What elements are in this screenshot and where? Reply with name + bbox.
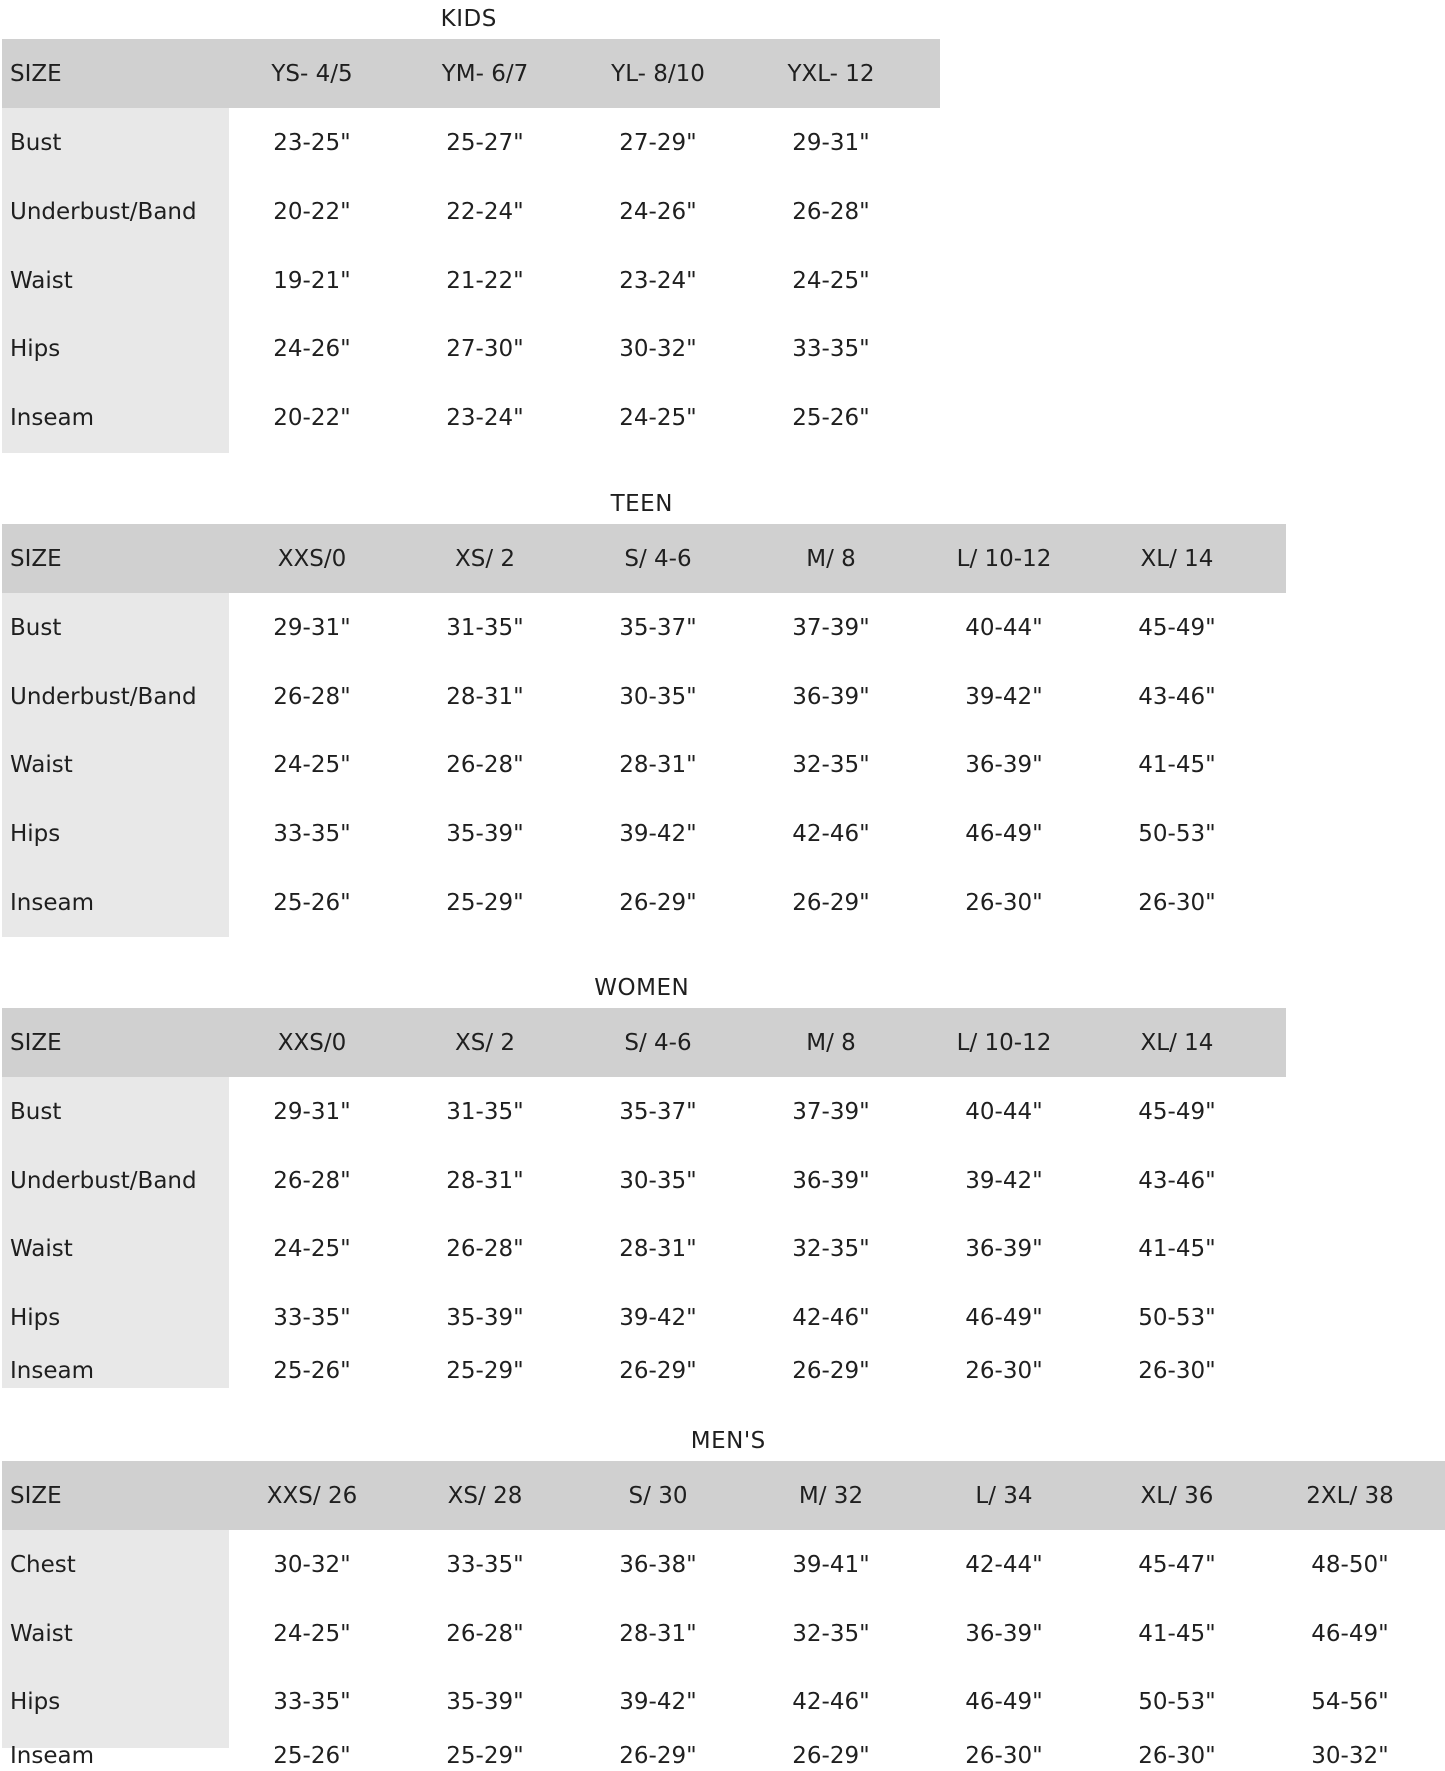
size-column-header: L/ 34 <box>975 1482 1033 1509</box>
measurement-value: 26-30" <box>1138 1357 1216 1384</box>
measurement-value: 36-38" <box>619 1551 697 1578</box>
measurement-value: 24-25" <box>619 404 697 431</box>
measurement-value: 28-31" <box>446 1167 524 1194</box>
measurement-value: 36-39" <box>965 751 1043 778</box>
measurement-label: Bust <box>10 1098 62 1125</box>
measurement-value: 25-29" <box>446 1742 524 1769</box>
measurement-value: 39-42" <box>619 820 697 847</box>
measurement-value: 37-39" <box>792 1098 870 1125</box>
size-header-label: SIZE <box>10 1029 62 1056</box>
size-column-header: XL/ 14 <box>1140 545 1214 572</box>
measurement-value: 26-30" <box>965 889 1043 916</box>
size-column-header: XS/ 2 <box>454 1029 516 1056</box>
measurement-value: 26-29" <box>619 1742 697 1769</box>
size-column-header: 2XL/ 38 <box>1306 1482 1394 1509</box>
measurement-value: 43-46" <box>1138 1167 1216 1194</box>
size-column-header: M/ 32 <box>798 1482 864 1509</box>
measurement-value: 39-42" <box>965 1167 1043 1194</box>
measurement-value: 33-35" <box>446 1551 524 1578</box>
measurement-value: 35-37" <box>619 614 697 641</box>
measurement-value: 26-30" <box>1138 1742 1216 1769</box>
measurement-value: 23-24" <box>619 267 697 294</box>
size-column-header: YM- 6/7 <box>441 60 529 87</box>
size-header-row <box>2 1008 1286 1077</box>
measurement-value: 36-39" <box>965 1620 1043 1647</box>
measurement-value: 30-35" <box>619 1167 697 1194</box>
size-column-header: XL/ 36 <box>1140 1482 1214 1509</box>
measurement-value: 46-49" <box>965 1688 1043 1715</box>
size-header-row <box>2 39 940 108</box>
measurement-value: 26-29" <box>792 1742 870 1769</box>
measurement-value: 42-46" <box>792 820 870 847</box>
measurement-value: 45-49" <box>1138 614 1216 641</box>
measurement-value: 25-26" <box>273 889 351 916</box>
measurement-value: 42-46" <box>792 1688 870 1715</box>
size-column-header: XXS/0 <box>277 545 347 572</box>
size-column-header: YL- 8/10 <box>611 60 705 87</box>
measurement-value: 28-31" <box>446 683 524 710</box>
measurement-value: 25-27" <box>446 129 524 156</box>
size-header-label: SIZE <box>10 1482 62 1509</box>
measurement-value: 35-39" <box>446 1304 524 1331</box>
size-table <box>2 39 940 453</box>
measurement-value: 40-44" <box>965 1098 1043 1125</box>
measurement-value: 30-35" <box>619 683 697 710</box>
measurement-value: 54-56" <box>1311 1688 1389 1715</box>
measurement-value: 28-31" <box>619 751 697 778</box>
measurement-value: 26-29" <box>619 889 697 916</box>
measurement-label: Bust <box>10 614 62 641</box>
size-table <box>2 1008 1286 1388</box>
measurement-label: Waist <box>10 267 73 294</box>
measurement-label: Waist <box>10 1235 73 1262</box>
measurement-value: 45-49" <box>1138 1098 1216 1125</box>
measurement-value: 33-35" <box>273 820 351 847</box>
measurement-value: 25-26" <box>273 1357 351 1384</box>
measurement-value: 32-35" <box>792 1620 870 1647</box>
measurement-label: Underbust/Band <box>10 198 197 225</box>
measurement-value: 37-39" <box>792 614 870 641</box>
measurement-value: 41-45" <box>1138 751 1216 778</box>
size-column-header: YS- 4/5 <box>271 60 353 87</box>
measurement-value: 26-28" <box>792 198 870 225</box>
measurement-label: Hips <box>10 1688 61 1715</box>
measurement-value: 48-50" <box>1311 1551 1389 1578</box>
measurement-value: 29-31" <box>273 1098 351 1125</box>
size-table <box>2 524 1286 937</box>
measurement-value: 43-46" <box>1138 683 1216 710</box>
size-column-header: S/ 4-6 <box>624 545 692 572</box>
measurement-value: 22-24" <box>446 198 524 225</box>
measurement-value: 36-39" <box>792 1167 870 1194</box>
measurement-value: 50-53" <box>1138 1304 1216 1331</box>
size-column-header: S/ 30 <box>628 1482 688 1509</box>
measurement-value: 26-29" <box>619 1357 697 1384</box>
size-column-header: L/ 10-12 <box>956 545 1052 572</box>
measurement-value: 41-45" <box>1138 1620 1216 1647</box>
size-header-label: SIZE <box>10 545 62 572</box>
measurement-value: 24-25" <box>273 751 351 778</box>
measurement-label: Hips <box>10 1304 61 1331</box>
measurement-value: 27-29" <box>619 129 697 156</box>
size-column-header: XL/ 14 <box>1140 1029 1214 1056</box>
size-column-header: M/ 8 <box>806 1029 856 1056</box>
measurement-value: 33-35" <box>792 335 870 362</box>
measurement-value: 36-39" <box>965 1235 1043 1262</box>
section-title: TEEN <box>610 491 673 517</box>
measurement-value: 25-26" <box>273 1742 351 1769</box>
measurement-value: 25-26" <box>792 404 870 431</box>
measurement-value: 41-45" <box>1138 1235 1216 1262</box>
measurement-value: 28-31" <box>619 1620 697 1647</box>
measurement-value: 45-47" <box>1138 1551 1216 1578</box>
measurement-label: Waist <box>10 1620 73 1647</box>
measurement-value: 25-29" <box>446 889 524 916</box>
measurement-value: 46-49" <box>965 820 1043 847</box>
size-column-header: YXL- 12 <box>787 60 875 87</box>
size-header-row <box>2 1461 1445 1530</box>
measurement-value: 50-53" <box>1138 1688 1216 1715</box>
measurement-value: 36-39" <box>792 683 870 710</box>
measurement-value: 29-31" <box>273 614 351 641</box>
measurement-label: Inseam <box>10 404 94 431</box>
measurement-value: 30-32" <box>273 1551 351 1578</box>
section-title: WOMEN <box>594 975 690 1001</box>
measurement-value: 24-25" <box>273 1235 351 1262</box>
size-header-row <box>2 524 1286 593</box>
measurement-value: 26-30" <box>1138 889 1216 916</box>
measurement-value: 42-46" <box>792 1304 870 1331</box>
measurement-value: 26-28" <box>446 1620 524 1647</box>
size-column-header: L/ 10-12 <box>956 1029 1052 1056</box>
measurement-value: 39-42" <box>965 683 1043 710</box>
measurement-label: Waist <box>10 751 73 778</box>
size-column-header: XXS/0 <box>277 1029 347 1056</box>
size-table <box>2 1461 1445 1769</box>
measurement-label: Underbust/Band <box>10 1167 197 1194</box>
measurement-value: 46-49" <box>1311 1620 1389 1647</box>
measurement-value: 23-24" <box>446 404 524 431</box>
measurement-value: 24-25" <box>273 1620 351 1647</box>
size-header-label: SIZE <box>10 60 62 87</box>
measurement-label: Underbust/Band <box>10 683 197 710</box>
measurement-value: 50-53" <box>1138 820 1216 847</box>
measurement-value: 26-30" <box>965 1742 1043 1769</box>
section-title: MEN'S <box>690 1428 766 1454</box>
measurement-value: 26-28" <box>273 683 351 710</box>
size-column-header: XXS/ 26 <box>266 1482 358 1509</box>
measurement-label: Hips <box>10 335 61 362</box>
measurement-value: 23-25" <box>273 129 351 156</box>
measurement-value: 21-22" <box>446 267 524 294</box>
measurement-value: 20-22" <box>273 198 351 225</box>
measurement-label: Bust <box>10 129 62 156</box>
measurement-value: 35-39" <box>446 1688 524 1715</box>
measurement-value: 35-37" <box>619 1098 697 1125</box>
measurement-value: 26-29" <box>792 889 870 916</box>
measurement-value: 31-35" <box>446 1098 524 1125</box>
measurement-label: Inseam <box>10 1742 94 1769</box>
measurement-value: 24-25" <box>792 267 870 294</box>
measurement-value: 32-35" <box>792 751 870 778</box>
measurement-value: 30-32" <box>1311 1742 1389 1769</box>
measurement-value: 28-31" <box>619 1235 697 1262</box>
measurement-value: 39-41" <box>792 1551 870 1578</box>
measurement-value: 24-26" <box>273 335 351 362</box>
measurement-value: 46-49" <box>965 1304 1043 1331</box>
measurement-value: 26-28" <box>273 1167 351 1194</box>
measurement-value: 42-44" <box>965 1551 1043 1578</box>
measurement-value: 19-21" <box>273 267 351 294</box>
measurement-label: Hips <box>10 820 61 847</box>
measurement-value: 26-29" <box>792 1357 870 1384</box>
size-column-header: M/ 8 <box>806 545 856 572</box>
size-column-header: XS/ 28 <box>447 1482 523 1509</box>
measurement-value: 27-30" <box>446 335 524 362</box>
section-title: KIDS <box>440 6 497 32</box>
measurement-label: Inseam <box>10 1357 94 1384</box>
measurement-value: 24-26" <box>619 198 697 225</box>
measurement-label: Chest <box>10 1551 76 1578</box>
measurement-value: 35-39" <box>446 820 524 847</box>
measurement-value: 33-35" <box>273 1688 351 1715</box>
measurement-value: 29-31" <box>792 129 870 156</box>
measurement-value: 31-35" <box>446 614 524 641</box>
measurement-value: 40-44" <box>965 614 1043 641</box>
measurement-value: 26-28" <box>446 751 524 778</box>
measurement-value: 25-29" <box>446 1357 524 1384</box>
measurement-value: 26-28" <box>446 1235 524 1262</box>
measurement-value: 33-35" <box>273 1304 351 1331</box>
measurement-value: 32-35" <box>792 1235 870 1262</box>
size-column-header: XS/ 2 <box>454 545 516 572</box>
measurement-label: Inseam <box>10 889 94 916</box>
measurement-value: 30-32" <box>619 335 697 362</box>
measurement-value: 39-42" <box>619 1304 697 1331</box>
measurement-value: 39-42" <box>619 1688 697 1715</box>
measurement-value: 26-30" <box>965 1357 1043 1384</box>
measurement-value: 20-22" <box>273 404 351 431</box>
size-column-header: S/ 4-6 <box>624 1029 692 1056</box>
